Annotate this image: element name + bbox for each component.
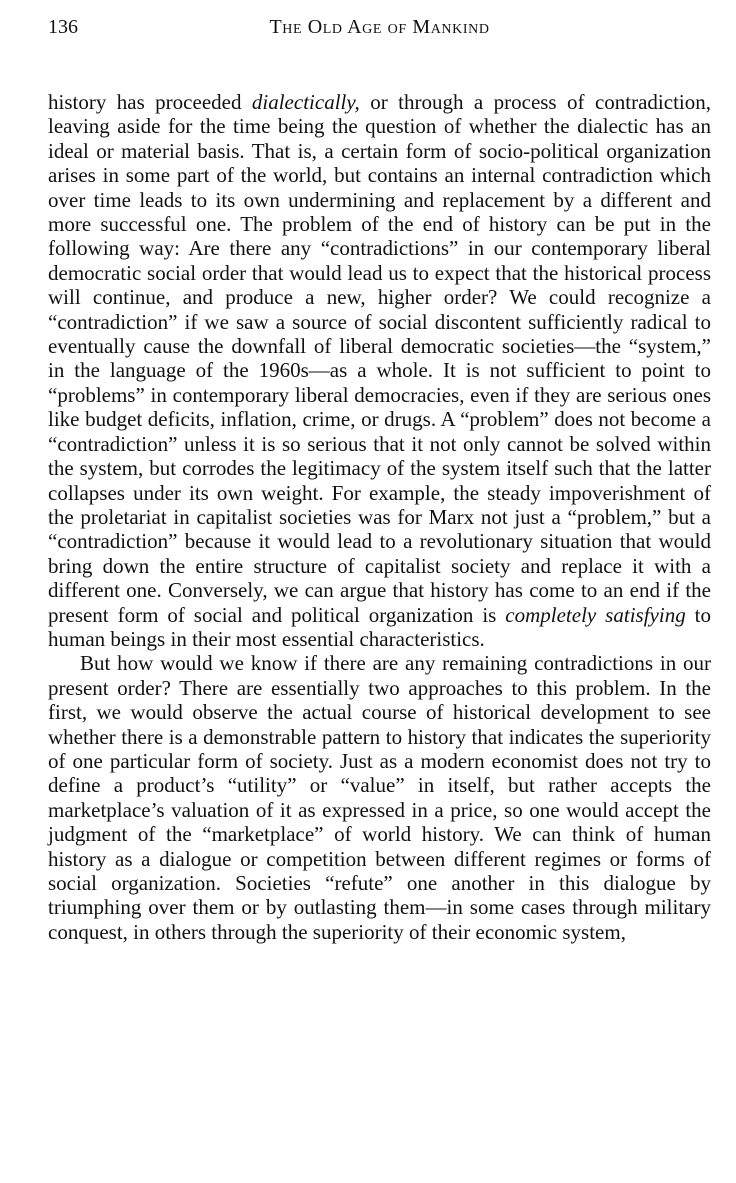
text-run: history has proceeded — [48, 90, 252, 114]
text-run: or through a process of contradiction, leaving aside for the time being the question of whether the dialectic has an ideal or material basis. That is, a certain form of socio-political organization arises in some part of the world, but contains an internal contradiction which over time leads to its own undermining and replacement by a different and more successful one. The problem of the end of history can be put in the following way: Are there any “contradictions” in our contemporary liberal democratic social order that would lead us to expect that the historical process will continue, and produce a new, higher order? We could recognize a “contradiction” if we saw a source of social discontent sufficiently radical to eventually cause the downfall of liberal democratic societies—the “system,” in the language of the 1960s—as a whole. It is not sufficient to point to “problems” in contemporary liberal democracies, even if they are serious ones like budget deficits, inflation, crime, or drugs. A “problem” does not become a “contradiction” unless it is so serious that it not only cannot be solved within the system, but corrodes the legitimacy of the system itself such that the latter collapses under its own weight. For example, the steady impoverishment of the proletariat in capitalist societies was for Marx not just a “problem,” but a “contradiction” because it would lead to a revolutionary situation that would bring down the entire structure of capitalist society and replace it with a different one. Conversely, we can argue that history has come to an end if the present form of social and political organization is — [48, 90, 711, 627]
italic-completely-satisfying: completely satisfying — [505, 602, 686, 627]
text-run: to human beings in their most essential characteristics. — [48, 602, 711, 651]
page-number: 136 — [48, 16, 78, 38]
text-run: But how would we know if there are any remaining contradictions in our present order? There are essentially two approaches to this problem. In the first, we would observe the actual course of historical development to see whether there is a demonstrable pattern to history that indicates the superiority of one particular form of society. Just as a modern economist does not try to define a product’s “utility” or “value” in itself, but rather accepts the marketplace’s valuation of it as expressed in a price, so one would accept the judgment of the “marketplace” of world history. We can think of human history as a dialogue or competition between different regimes or forms of social organization. Societies “refute” one another in this dialogue by triumphing over them or by outlasting them—in some cases through military conquest, in others through the superiority of their economic system, — [48, 651, 711, 944]
paragraph-1 — [48, 90, 711, 651]
running-head — [48, 16, 711, 50]
running-title: The Old Age of Mankind — [269, 16, 490, 38]
body-text — [48, 90, 711, 944]
book-page — [48, 16, 711, 944]
paragraph-2 — [48, 651, 711, 944]
italic-dialectically: dialectically, — [251, 90, 360, 114]
